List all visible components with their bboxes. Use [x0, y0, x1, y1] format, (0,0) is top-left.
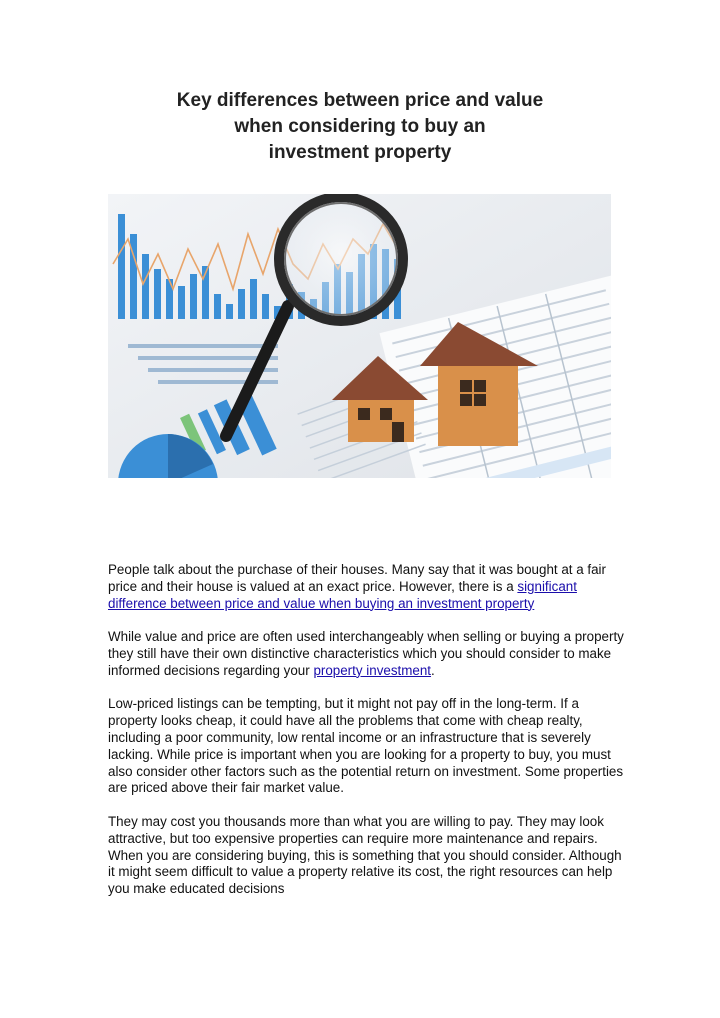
- title-line-3: investment property: [268, 142, 452, 163]
- price-vs-value-link[interactable]: significant difference between price and value when buying an investment property: [108, 578, 577, 611]
- property-investment-link[interactable]: property investment: [313, 662, 432, 678]
- paragraph-3: Low-priced listings can be tempting, but it might not pay off in the long-term. If a property looks cheap, it could have all the problems that come with cheap realty, including a poor community, low rental income or an infrastructure that is severely lacking. While price is important when you are looking for a property to buy, you must also consider other factors such as the potential return on investment. Some properties are priced above their fair market value.: [108, 696, 624, 796]
- paragraph-1: [108, 562, 628, 612]
- title-line-1: Key differences between price and value: [176, 90, 544, 111]
- magnifier-houses-chart-illustration: [108, 194, 611, 478]
- title-line-2: when considering to buy an: [234, 116, 486, 137]
- paragraph-2: [108, 629, 628, 679]
- paragraph-2-text: While value and price are often used interchangeably when selling or buying a property they still have their own distinctive characteristics which you should consider to make informed decisions regarding your: [108, 629, 624, 678]
- page-title: [0, 88, 720, 166]
- hero-image: [108, 194, 611, 478]
- paragraph-1-text: People talk about the purchase of their houses. Many say that it was bought at a fair price and their house is valued at an exact price. However, there is a: [108, 562, 606, 594]
- paragraph-4: They may cost you thousands more than what you are willing to pay. They may look attractive, but too expensive properties can require more maintenance and repairs. When you are considering buying, this is something that you should consider. Although it might seem difficult to value a property relative its cost, the right resources can help you make educated decisions: [108, 813, 622, 897]
- article-body: [108, 562, 628, 915]
- paragraph-2-end: .: [431, 662, 435, 678]
